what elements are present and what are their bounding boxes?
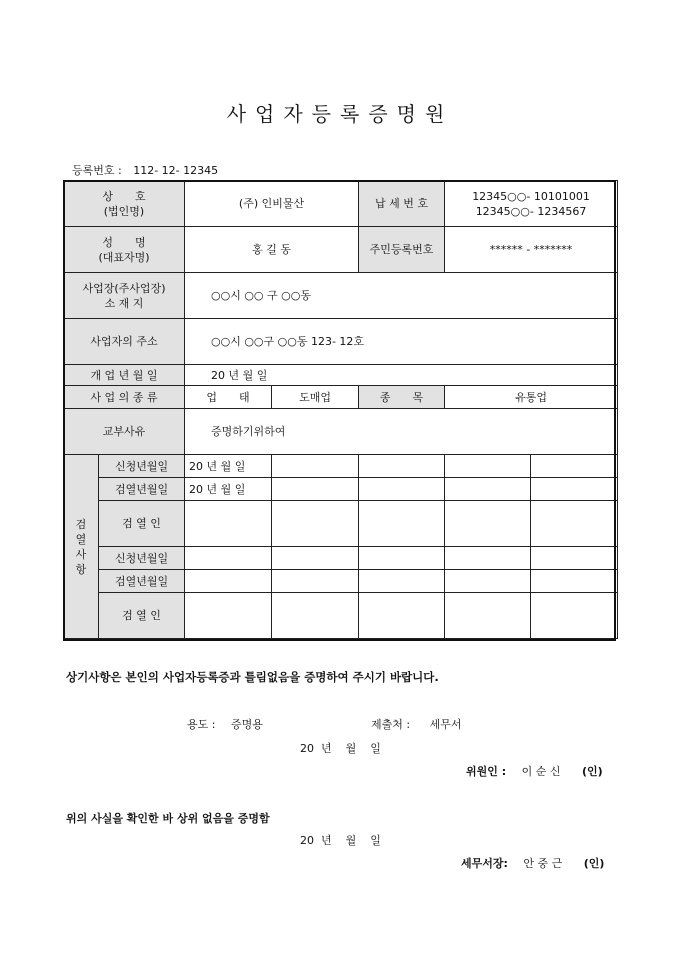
inspection-cell (531, 455, 618, 478)
location-row (64, 273, 618, 319)
inspection-cell (531, 501, 618, 547)
date-line-1: 20 년 월 일 (300, 742, 381, 755)
applicant-name: 이 순 신 (521, 765, 561, 778)
inspection-cell (185, 547, 272, 570)
resident-number-label: 주민등록번호 (359, 227, 445, 273)
inspection-cell (185, 501, 272, 547)
inspection-cell (445, 547, 531, 570)
inspection-cell (531, 478, 618, 501)
inspection-cell (445, 570, 531, 593)
inspection-row (64, 570, 618, 593)
address-row (64, 319, 618, 365)
apply-date-value: 20 년 월 일 (185, 455, 272, 478)
inspection-cell (359, 570, 445, 593)
inspection-cell (272, 593, 359, 639)
tax-number-label: 납 세 번 호 (359, 181, 445, 227)
inspection-cell (531, 547, 618, 570)
representative-value: 홍 길 동 (185, 227, 359, 273)
inspect-date-value: 20 년 월 일 (185, 478, 272, 501)
inspection-cell (272, 547, 359, 570)
business-type-row (64, 386, 618, 409)
opening-date-label: 개 업 년 월 일 (64, 365, 185, 386)
applicant (466, 763, 603, 779)
trade-name-label: 상 호 (법인명) (64, 181, 185, 227)
location-label: 사업장(주사업장) 소 재 지 (64, 273, 185, 319)
inspector-label: 검 열 인 (99, 501, 185, 547)
tax-office-seal: (인) (583, 857, 605, 870)
inspection-side-label: 검 열 사 항 (64, 455, 99, 639)
inspection-cell (359, 547, 445, 570)
registration-number (72, 162, 218, 178)
usage (187, 716, 263, 732)
inspection-cell (445, 593, 531, 639)
submit-to-label: 제출처 : (371, 718, 411, 731)
business-category-label: 업 태 (185, 386, 272, 409)
inspection-cell (445, 455, 531, 478)
inspection-cell (272, 501, 359, 547)
trade-name-value: (주) 인비물산 (185, 181, 359, 227)
applicant-seal: (인) (581, 765, 603, 778)
applicant-label: 위원인 : (466, 765, 507, 778)
trade-name-row (64, 181, 618, 227)
reason-label: 교부사유 (64, 409, 185, 455)
inspection-cell (272, 455, 359, 478)
inspection-cell (359, 478, 445, 501)
submit-to (371, 716, 461, 732)
certificate-form-table (63, 180, 618, 639)
request-statement: 상기사항은 본인의 사업자등록증과 틀림없음을 증명하여 주시기 바랍니다. (66, 670, 439, 684)
submit-to-value: 세무서 (429, 718, 462, 731)
inspection-cell (272, 570, 359, 593)
inspection-row (64, 501, 618, 547)
inspection-row (64, 547, 618, 570)
address-label: 사업자의 주소 (64, 319, 185, 365)
date-line-2: 20 년 월 일 (300, 834, 381, 847)
representative-label: 성 명 (대표자명) (64, 227, 185, 273)
inspection-cell (531, 593, 618, 639)
inspection-cell (445, 501, 531, 547)
inspection-cell (531, 570, 618, 593)
inspector-label: 검 열 인 (99, 593, 185, 639)
registration-number-value: 112- 12- 12345 (133, 164, 219, 177)
usage-value: 증명용 (230, 718, 263, 731)
confirm-statement: 위의 사실을 확인한 바 상위 없음을 증명함 (66, 812, 270, 825)
tax-number-value: 12345○○- 10101001 12345○○- 1234567 (445, 181, 618, 227)
inspection-cell (185, 570, 272, 593)
inspection-cell (185, 593, 272, 639)
inspection-cell (359, 593, 445, 639)
business-item-label: 종 목 (359, 386, 445, 409)
apply-date-label: 신청년월일 (99, 547, 185, 570)
inspect-date-label: 검열년월일 (99, 570, 185, 593)
business-type-label: 사 업 의 종 류 (64, 386, 185, 409)
apply-date-label: 신청년월일 (99, 455, 185, 478)
tax-office (461, 855, 604, 871)
registration-number-label: 등록번호 : (72, 164, 122, 177)
address-value: ○○시 ○○구 ○○동 123- 12호 (185, 319, 618, 365)
business-category-value: 도매업 (272, 386, 359, 409)
inspection-row (64, 478, 618, 501)
inspection-row (64, 455, 618, 478)
tax-office-label: 세무서장: (461, 857, 508, 870)
reason-value: 증명하기위하여 (185, 409, 618, 455)
inspect-date-label: 검열년월일 (99, 478, 185, 501)
inspection-cell (359, 501, 445, 547)
location-value: ○○시 ○○ 구 ○○동 (185, 273, 618, 319)
opening-date-value: 20 년 월 일 (185, 365, 618, 386)
reason-row (64, 409, 618, 455)
document-title: 사업자등록증명원 (226, 102, 454, 126)
representative-row (64, 227, 618, 273)
inspection-row (64, 593, 618, 639)
inspection-cell (359, 455, 445, 478)
inspection-cell (272, 478, 359, 501)
tax-office-name: 안 중 근 (523, 857, 563, 870)
business-item-value: 유통업 (445, 386, 618, 409)
resident-number-value: ****** - ******* (445, 227, 618, 273)
opening-date-row (64, 365, 618, 386)
inspection-cell (445, 478, 531, 501)
usage-label: 용도 : (187, 718, 216, 731)
